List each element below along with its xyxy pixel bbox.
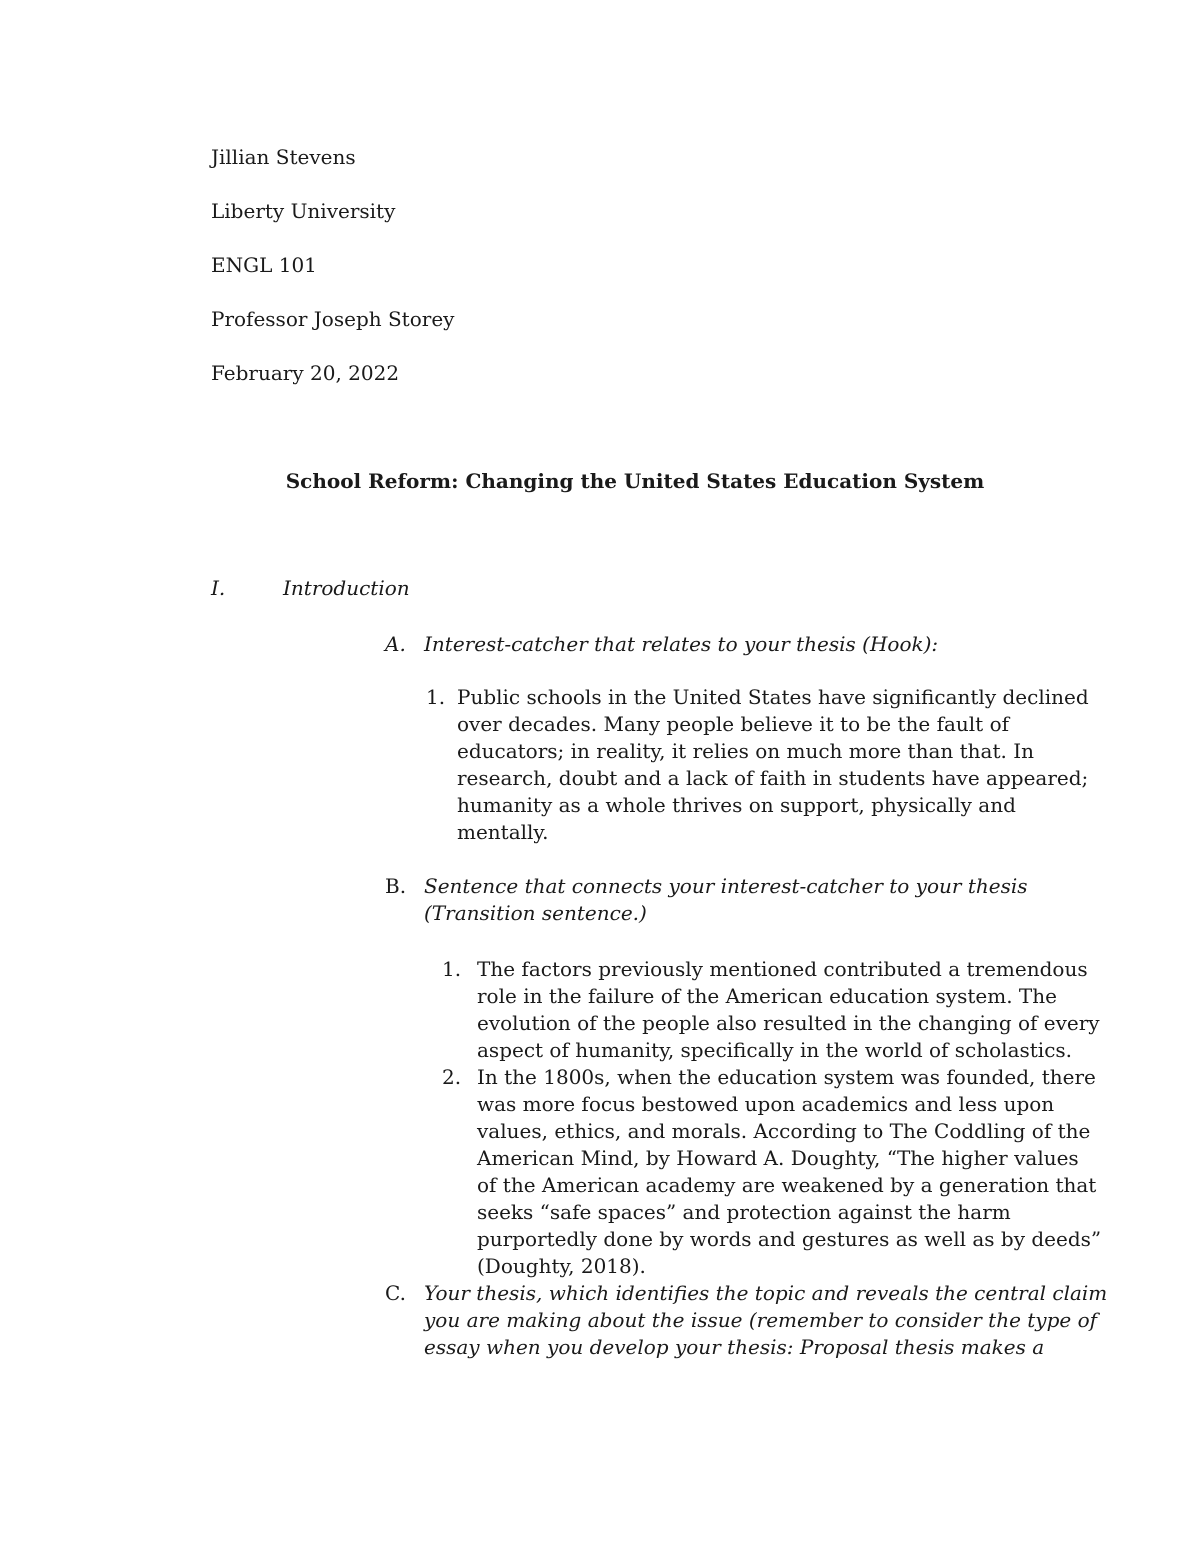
text-line: The factors previously mentioned contributed a tremendous: [477, 957, 1088, 981]
text-line: evolution of the people also resulted in the changing of every: [477, 1011, 1100, 1035]
section-numeral: I.: [211, 576, 226, 600]
subsection-b-letter: B.: [385, 874, 407, 898]
document-date: February 20, 2022: [211, 361, 400, 385]
text-line: purportedly done by words and gestures as well as by deeds”: [477, 1227, 1102, 1251]
text-line: mentally.: [457, 820, 549, 844]
text-line: (Doughty, 2018).: [477, 1254, 646, 1278]
b-item-2-number: 2.: [442, 1065, 462, 1089]
text-line: values, ethics, and morals. According to The Coddling of the: [477, 1119, 1091, 1143]
text-line: seeks “safe spaces” and protection against the harm: [477, 1200, 1011, 1224]
text-line: humanity as a whole thrives on support, physically and: [457, 793, 1016, 817]
text-line: research, doubt and a lack of faith in students have appeared;: [457, 766, 1089, 790]
text-line: aspect of humanity, specifically in the world of scholastics.: [477, 1038, 1073, 1062]
professor-name: Professor Joseph Storey: [211, 307, 455, 331]
subsection-b-label: [424, 873, 1028, 927]
subsection-a-letter: A.: [385, 632, 406, 656]
text-line: Public schools in the United States have significantly declined: [457, 685, 1089, 709]
text-line: educators; in reality, it relies on much more than that. In: [457, 739, 1035, 763]
text-line: Your thesis, which identifies the topic and reveals the central claim: [424, 1281, 1108, 1305]
text-line: role in the failure of the American education system. The: [477, 984, 1057, 1008]
text-line: Sentence that connects your interest-catcher to your thesis: [424, 874, 1028, 898]
text-line: of the American academy are weakened by a generation that: [477, 1173, 1097, 1197]
section-heading: Introduction: [283, 576, 410, 600]
text-line: essay when you develop your thesis: Proposal thesis makes a: [424, 1335, 1045, 1359]
text-line: was more focus bestowed upon academics and less upon: [477, 1092, 1055, 1116]
author-name: Jillian Stevens: [211, 145, 356, 169]
course-code: ENGL 101: [211, 253, 317, 277]
subsection-c-label: [424, 1280, 1107, 1361]
text-line: you are making about the issue (remember to consider the type of: [424, 1308, 1098, 1332]
b-item-2-text: [477, 1064, 1101, 1280]
document-title: School Reform: Changing the United States Education System: [285, 469, 985, 493]
school-name: Liberty University: [211, 199, 396, 223]
text-line: (Transition sentence.): [424, 901, 647, 925]
text-line: over decades. Many people believe it to be the fault of: [457, 712, 1010, 736]
text-line: American Mind, by Howard A. Doughty, “The higher values: [477, 1146, 1079, 1170]
subsection-c-letter: C.: [385, 1281, 406, 1305]
a-item-1-text: [457, 684, 1089, 846]
a-item-1-number: 1.: [426, 685, 446, 709]
b-item-1-text: [477, 956, 1100, 1064]
text-line: In the 1800s, when the education system was founded, there: [477, 1065, 1096, 1089]
subsection-a-label: Interest-catcher that relates to your thesis (Hook):: [424, 632, 939, 656]
b-item-1-number: 1.: [442, 957, 462, 981]
